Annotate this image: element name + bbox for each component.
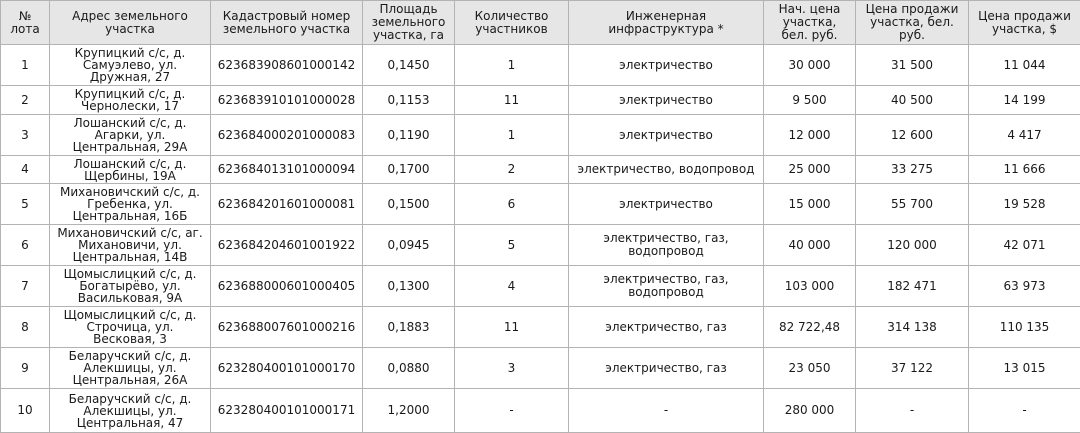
lot-number-cell: 3 — [1, 115, 50, 156]
participants-cell: 6 — [455, 184, 569, 225]
table-row — [1, 348, 1080, 389]
area-cell: 0,0945 — [363, 225, 455, 266]
address-cell: Крупицкий с/с, д. Чернолески, 17 — [50, 86, 211, 115]
address-cell: Беларучский с/с, д. Алекшицы, ул. Центральная, 26А — [50, 348, 211, 389]
lot-number-cell: 9 — [1, 348, 50, 389]
cadastral-number-cell: 623684000201000083 — [211, 115, 363, 156]
start-price-cell: 25 000 — [764, 156, 856, 184]
participants-cell: 4 — [455, 266, 569, 307]
sale-price-usd-cell: 11 044 — [969, 45, 1080, 86]
table-header-row — [1, 1, 1080, 45]
participants-cell: 2 — [455, 156, 569, 184]
start-price-cell: 12 000 — [764, 115, 856, 156]
start-price-cell: 40 000 — [764, 225, 856, 266]
table-row — [1, 225, 1080, 266]
cadastral-number-cell: 623683910101000028 — [211, 86, 363, 115]
address-cell: Щомыслицкий с/с, д. Богатырёво, ул. Васильковая, 9А — [50, 266, 211, 307]
table-row — [1, 86, 1080, 115]
infrastructure-cell: - — [569, 389, 764, 433]
participants-cell: 1 — [455, 115, 569, 156]
participants-cell: 1 — [455, 45, 569, 86]
cadastral-number-cell: 623684204601001922 — [211, 225, 363, 266]
table-row — [1, 115, 1080, 156]
cadastral-number-cell: 623684201601000081 — [211, 184, 363, 225]
infrastructure-cell: электричество — [569, 115, 764, 156]
start-price-cell: 15 000 — [764, 184, 856, 225]
start-price-cell: 103 000 — [764, 266, 856, 307]
sale-price-usd-cell: 4 417 — [969, 115, 1080, 156]
area-cell: 1,2000 — [363, 389, 455, 433]
start-price-cell: 280 000 — [764, 389, 856, 433]
address-cell: Лошанский с/с, д. Агарки, ул. Центральная, 29А — [50, 115, 211, 156]
cadastral-number-cell: 623688000601000405 — [211, 266, 363, 307]
area-cell: 0,1300 — [363, 266, 455, 307]
infrastructure-cell: электричество, газ, водопровод — [569, 225, 764, 266]
sale-price-usd-cell: 63 973 — [969, 266, 1080, 307]
cadastral-number-cell: 623683908601000142 — [211, 45, 363, 86]
table-row — [1, 184, 1080, 225]
sale-price-byn-cell: - — [856, 389, 969, 433]
infrastructure-cell: электричество — [569, 184, 764, 225]
start-price-cell: 82 722,48 — [764, 307, 856, 348]
address-cell: Михановичский с/с, д. Гребенка, ул. Центральная, 16Б — [50, 184, 211, 225]
table-row — [1, 156, 1080, 184]
participants-cell: - — [455, 389, 569, 433]
lot-number-cell: 5 — [1, 184, 50, 225]
participants-cell: 3 — [455, 348, 569, 389]
infrastructure-cell: электричество, газ, водопровод — [569, 266, 764, 307]
start-price-cell: 9 500 — [764, 86, 856, 115]
area-cell: 0,1450 — [363, 45, 455, 86]
table-row — [1, 266, 1080, 307]
address-cell: Беларучский с/с, д. Алекшицы, ул. Центральная, 47 — [50, 389, 211, 433]
lot-number-cell: 4 — [1, 156, 50, 184]
lot-number-cell: 2 — [1, 86, 50, 115]
area-cell: 0,0880 — [363, 348, 455, 389]
lot-number-cell: 7 — [1, 266, 50, 307]
sale-price-byn-cell: 33 275 — [856, 156, 969, 184]
infrastructure-cell: электричество, водопровод — [569, 156, 764, 184]
participants-cell: 5 — [455, 225, 569, 266]
cadastral-number-cell: 623684013101000094 — [211, 156, 363, 184]
infrastructure-cell: электричество, газ — [569, 348, 764, 389]
sale-price-byn-cell: 40 500 — [856, 86, 969, 115]
lot-number-cell: 10 — [1, 389, 50, 433]
sale-price-byn-cell: 120 000 — [856, 225, 969, 266]
start-price-cell: 23 050 — [764, 348, 856, 389]
sale-price-usd-cell: - — [969, 389, 1080, 433]
participants-cell: 11 — [455, 86, 569, 115]
area-cell: 0,1700 — [363, 156, 455, 184]
table-row — [1, 45, 1080, 86]
header-area: Площадь земельного участка, га — [363, 1, 455, 45]
sale-price-usd-cell: 14 199 — [969, 86, 1080, 115]
address-cell: Лошанский с/с, д. Щербины, 19А — [50, 156, 211, 184]
sale-price-byn-cell: 31 500 — [856, 45, 969, 86]
address-cell: Крупицкий с/с, д. Самуэлево, ул. Дружная, 27 — [50, 45, 211, 86]
header-participants: Количество участников — [455, 1, 569, 45]
cadastral-number-cell: 623280400101000170 — [211, 348, 363, 389]
sale-price-byn-cell: 314 138 — [856, 307, 969, 348]
cadastral-number-cell: 623688007601000216 — [211, 307, 363, 348]
lot-number-cell: 6 — [1, 225, 50, 266]
area-cell: 0,1190 — [363, 115, 455, 156]
header-address: Адрес земельного участка — [50, 1, 211, 45]
header-sale-price-byn: Цена продажи участка, бел. руб. — [856, 1, 969, 45]
table-row — [1, 307, 1080, 348]
sale-price-byn-cell: 37 122 — [856, 348, 969, 389]
sale-price-usd-cell: 42 071 — [969, 225, 1080, 266]
participants-cell: 11 — [455, 307, 569, 348]
infrastructure-cell: электричество — [569, 45, 764, 86]
area-cell: 0,1153 — [363, 86, 455, 115]
header-lot-number: № лота — [1, 1, 50, 45]
sale-price-byn-cell: 55 700 — [856, 184, 969, 225]
infrastructure-cell: электричество — [569, 86, 764, 115]
lot-number-cell: 8 — [1, 307, 50, 348]
area-cell: 0,1500 — [363, 184, 455, 225]
header-sale-price-usd: Цена продажи участка, $ — [969, 1, 1080, 45]
start-price-cell: 30 000 — [764, 45, 856, 86]
lot-number-cell: 1 — [1, 45, 50, 86]
sale-price-byn-cell: 182 471 — [856, 266, 969, 307]
header-cadastral-number: Кадастровый номер земельного участка — [211, 1, 363, 45]
sale-price-byn-cell: 12 600 — [856, 115, 969, 156]
sale-price-usd-cell: 13 015 — [969, 348, 1080, 389]
sale-price-usd-cell: 110 135 — [969, 307, 1080, 348]
header-infrastructure: Инженерная инфраструктура * — [569, 1, 764, 45]
sale-price-usd-cell: 11 666 — [969, 156, 1080, 184]
cadastral-number-cell: 623280400101000171 — [211, 389, 363, 433]
sale-price-usd-cell: 19 528 — [969, 184, 1080, 225]
address-cell: Михановичский с/с, аг. Михановичи, ул. Центральная, 14В — [50, 225, 211, 266]
address-cell: Щомыслицкий с/с, д. Строчица, ул. Весковая, 3 — [50, 307, 211, 348]
header-start-price: Нач. цена участка, бел. руб. — [764, 1, 856, 45]
infrastructure-cell: электричество, газ — [569, 307, 764, 348]
area-cell: 0,1883 — [363, 307, 455, 348]
table-row — [1, 389, 1080, 433]
